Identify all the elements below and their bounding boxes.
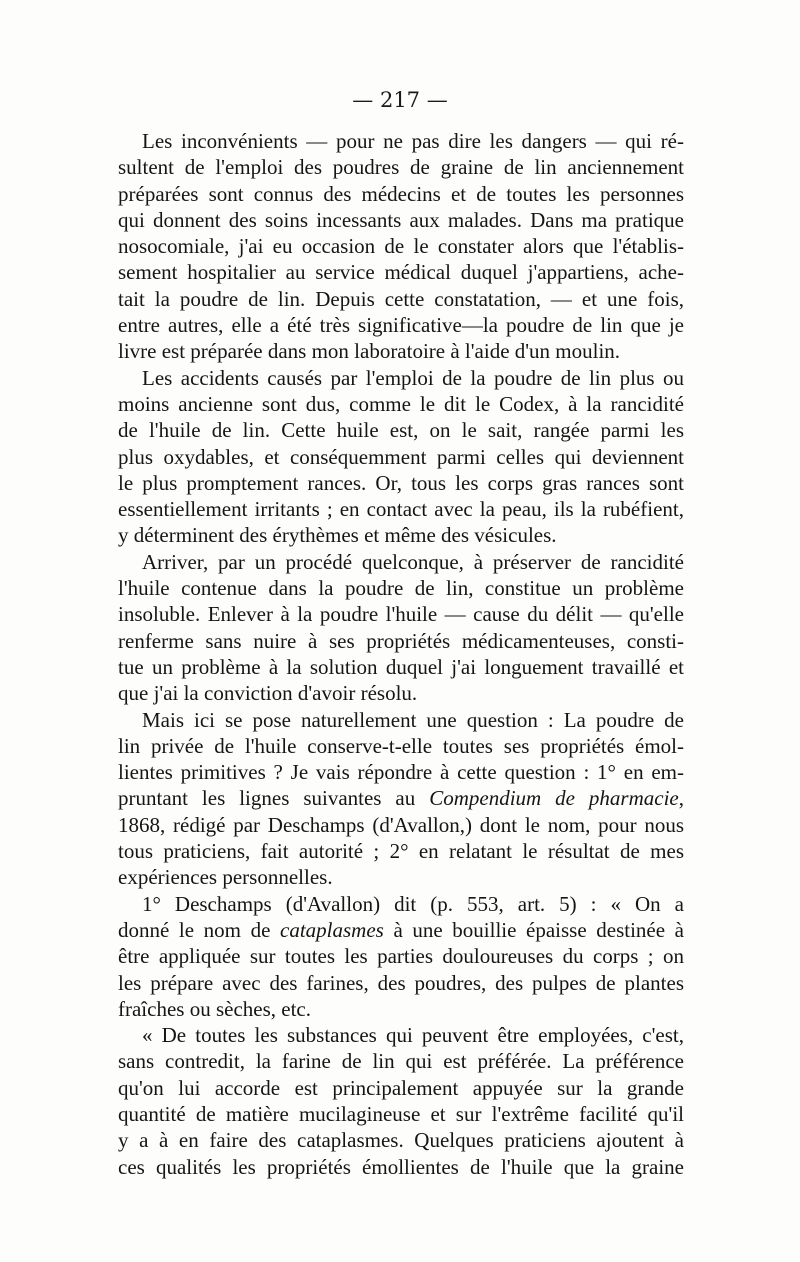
text-line: être appliquée sur toutes les parties douloureuses du corps ; on [118,944,684,969]
text-line: sans contredit, la farine de lin qui est préférée. La préférence [118,1049,684,1074]
text-line: le plus promptement rances. Or, tous les corps gras rances sont [118,470,684,495]
text-line [118,917,684,943]
text-line: préparées sont connus des médecins et de toutes les personnes [118,181,684,206]
text-line: nosocomiale, j'ai eu occasion de le constater alors que l'établis- [118,234,684,259]
text-line: expériences personnelles. [118,865,333,890]
italic-title: cataplasmes [280,917,384,942]
text-line: tous praticiens, fait autorité ; 2° en relatant le résultat de mes [118,839,684,864]
text-line: 1° Deschamps (d'Avallon) dit (p. 553, art. 5) : « On a [142,891,684,916]
text-fragment: , [678,786,684,811]
text-line: Les inconvénients — pour ne pas dire les dangers — qui ré- [142,129,684,153]
text-line: tue un problème à la solution duquel j'ai longuement travaillé et [118,654,684,679]
text-line: ces qualités les propriétés émollientes de l'huile que la graine [118,1154,684,1179]
text-line: livre est préparée dans mon laboratoire à l'aide d'un moulin. [118,339,621,364]
text-line: insoluble. Enlever à la poudre l'huile — cause du délit — qu'elle [118,602,684,627]
text-line: Mais ici se pose naturellement une question : La poudre de [142,707,684,732]
text-line: sultent de l'emploi des poudres de graine de lin anciennement [118,155,684,180]
text-line: y a à en faire des cataplasmes. Quelques praticiens ajoutent à [118,1128,684,1153]
text-line: tait la poudre de lin. Depuis cette constatation, — et une fois, [118,286,684,311]
italic-title: Compendium de pharmacie [429,786,679,811]
text-line: que j'ai la conviction d'avoir résolu. [118,681,418,706]
body-text [118,128,684,1180]
text-line: de l'huile de lin. Cette huile est, on le sait, rangée parmi les [118,418,684,443]
text-line: lientes primitives ? Je vais répondre à cette question : 1° en em- [118,760,684,785]
text-line: fraîches ou sèches, etc. [118,996,311,1021]
text-line: plus oxydables, et conséquemment parmi celles qui deviennent [118,444,684,469]
text-line: qu'on lui accorde est principalement appuyée sur la grande [118,1075,684,1100]
text-line: sement hospitalier au service médical duquel j'appartiens, ache- [118,260,684,285]
text-line: moins ancienne sont dus, comme le dit le Codex, à la rancidité [118,391,684,416]
text-line: l'huile contenue dans la poudre de lin, constitue un problème [118,576,684,601]
text-line: Arriver, par un procédé quelconque, à préserver de rancidité [142,549,684,574]
text-line: essentiellement irritants ; en contact avec la peau, ils la rubéfient, [118,497,684,522]
text-line: Les accidents causés par l'emploi de la poudre de lin plus ou [142,365,684,390]
text-line: entre autres, elle a été très significative—la poudre de lin que je [118,313,684,338]
page-number: — 217 — [352,88,448,112]
text-fragment: pruntant les lignes suivantes au [118,786,430,811]
text-line: 1868, rédigé par Deschamps (d'Avallon,) dont le nom, pour nous [118,812,684,837]
text-fragment: à une bouillie épaisse destinée à [383,917,684,942]
text-line: renferme sans nuire à ses propriétés médicamenteuses, consti- [118,628,684,653]
text-line [118,785,684,811]
text-line: les prépare avec des farines, des poudres, des pulpes de plantes [118,970,684,995]
text-line: « De toutes les substances qui peuvent être employées, c'est, [142,1023,684,1048]
text-fragment: donné le nom de [118,917,281,942]
text-line: quantité de matière mucilagineuse et sur l'extrême facilité qu'il [118,1101,684,1126]
text-line: lin privée de l'huile conserve-t-elle toutes ses propriétés émol- [118,733,684,758]
text-line: qui donnent des soins incessants aux malades. Dans ma pratique [118,207,684,232]
text-line: y déterminent des érythèmes et même des vésicules. [118,523,557,548]
